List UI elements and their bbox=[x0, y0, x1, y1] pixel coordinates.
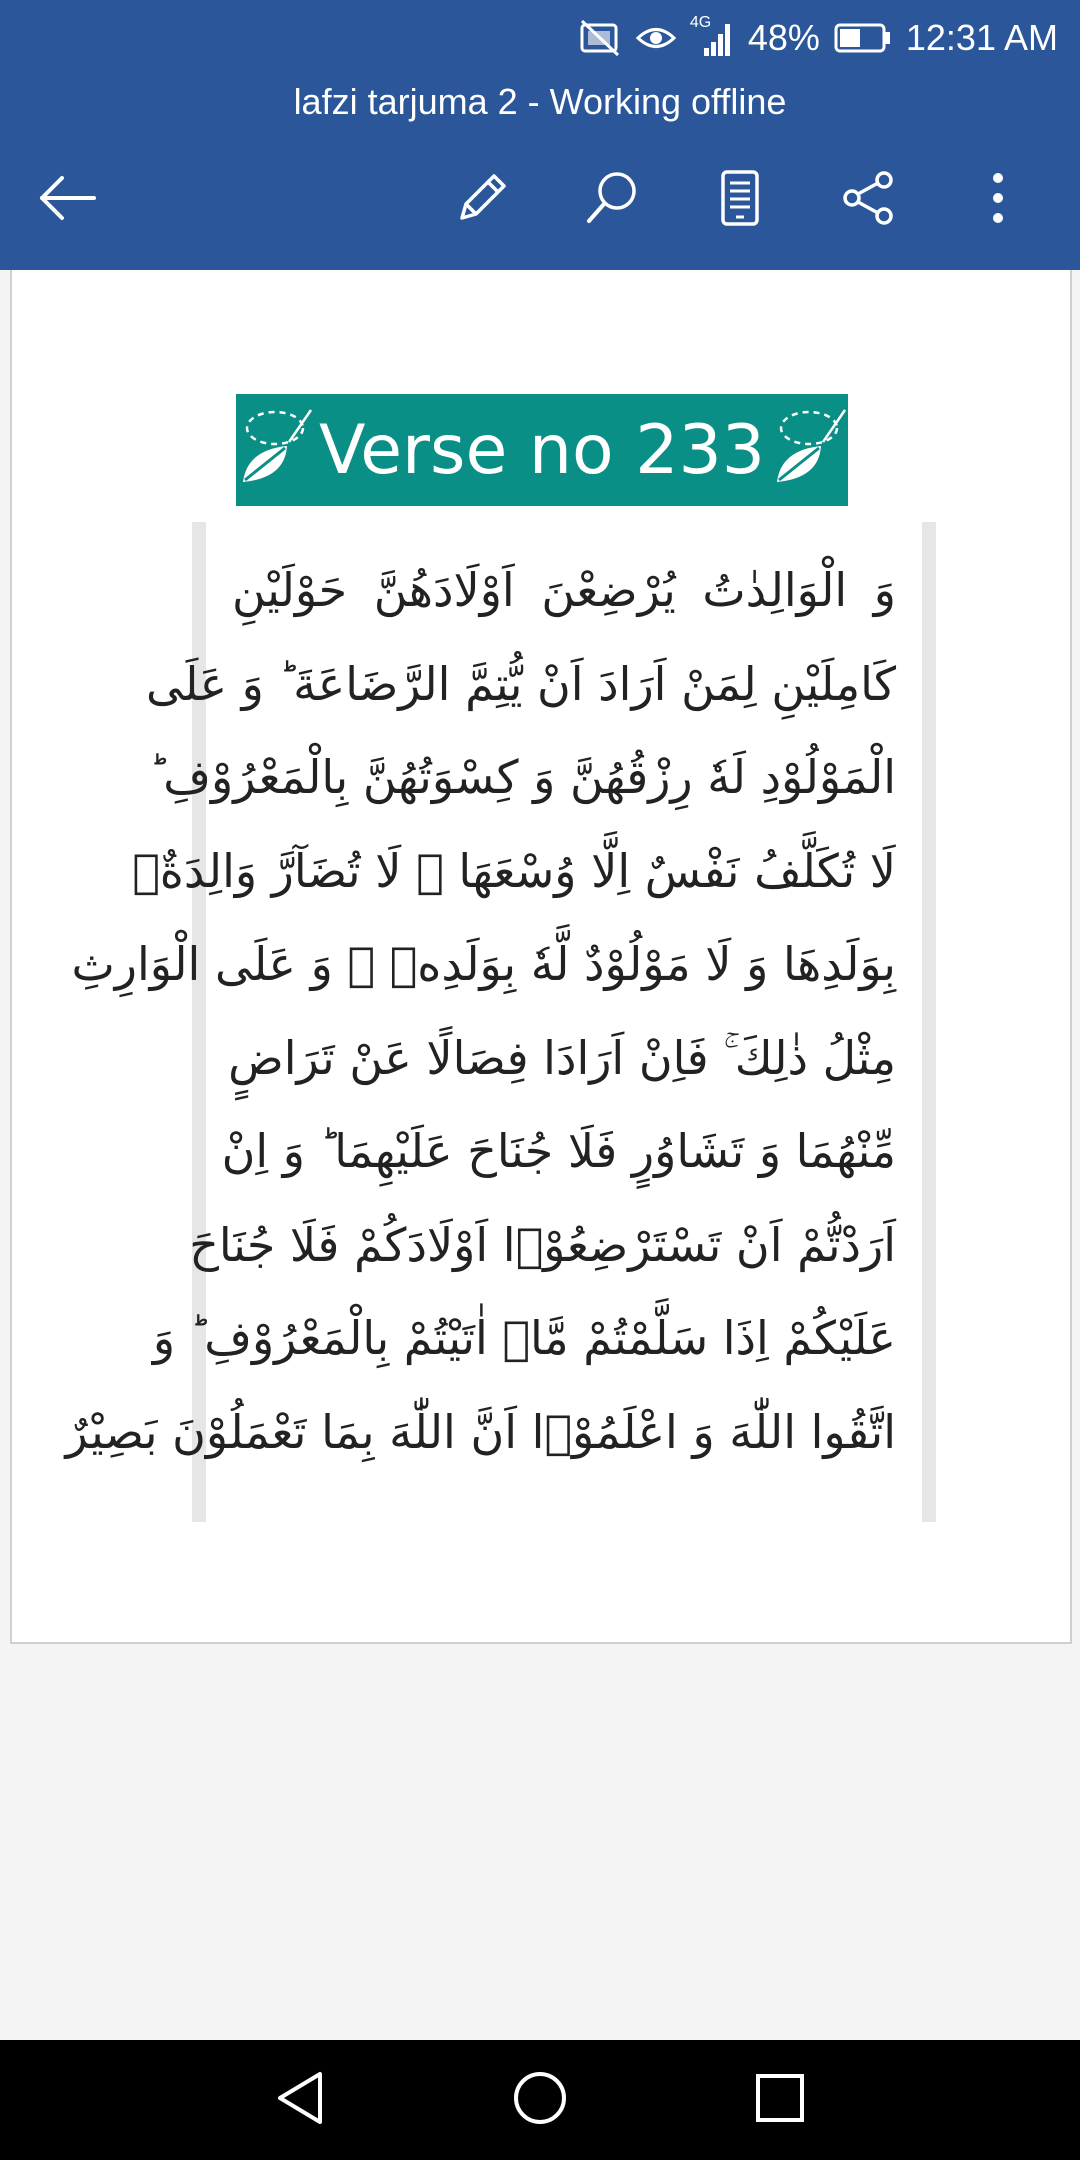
verse-heading bbox=[236, 394, 848, 506]
verse-text-frame bbox=[65, 522, 936, 1522]
battery-icon bbox=[834, 23, 892, 53]
back-arrow-icon bbox=[38, 176, 98, 225]
nav-home-button[interactable] bbox=[490, 2050, 590, 2150]
arabic-line: اَرَدْتُّمْ اَنْ تَسْتَرْضِعُوْۤا اَوْلَادَكُمْ فَلَا جُنَاحَ bbox=[189, 1217, 896, 1272]
more-options-button[interactable] bbox=[948, 150, 1048, 250]
app-header bbox=[0, 0, 1080, 270]
arabic-verse-text bbox=[65, 544, 896, 1479]
arabic-line: لَا تُكَلَّفُ نَفْسٌ اِلَّا وُسْعَهَا ۚ لَا تُضَآرَّ وَالِدَةٌۢ bbox=[132, 843, 896, 898]
leaf-icon bbox=[769, 402, 849, 499]
search-icon bbox=[583, 169, 641, 232]
status-icons bbox=[578, 12, 1058, 64]
document-title: lafzi tarjuma 2 - Working offline bbox=[293, 81, 787, 122]
back-triangle-icon bbox=[274, 2070, 326, 2131]
nav-back-button[interactable] bbox=[250, 2050, 350, 2150]
home-circle-icon bbox=[512, 2070, 568, 2131]
document-viewport[interactable] bbox=[0, 270, 1080, 2040]
arabic-line: بِوَلَدِهَا وَ لَا مَوْلُوْدٌ لَّهٗ بِوَلَدِهٖ ۗ وَ عَلَى الْوَارِثِ bbox=[71, 937, 896, 991]
arabic-line: مِثْلُ ذٰلِكَ ۚ فَاِنْ اَرَادَا فِصَالًا عَنْ تَرَاضٍ bbox=[228, 1030, 896, 1085]
toolbar bbox=[0, 150, 1080, 250]
mobile-view-icon bbox=[720, 169, 760, 232]
edit-button[interactable] bbox=[432, 150, 532, 250]
recents-square-icon bbox=[754, 2072, 806, 2129]
pencil-icon bbox=[454, 170, 510, 231]
arabic-line: اتَّقُوا اللّٰهَ وَ اعْلَمُوْۤا اَنَّ اللّٰهَ بِمَا تَعْمَلُوْنَ بَصِيْرٌ bbox=[65, 1404, 896, 1459]
sim-off-icon bbox=[578, 19, 622, 57]
clock: 12:31 AM bbox=[905, 17, 1058, 58]
status-bar bbox=[0, 0, 1080, 76]
leaf-icon bbox=[235, 402, 315, 499]
nav-recents-button[interactable] bbox=[730, 2050, 830, 2150]
mobile-view-button[interactable] bbox=[690, 150, 790, 250]
arabic-line: مِّنْهُمَا وَ تَشَاوُرٍ فَلَا جُنَاحَ عَلَيْهِمَا ؕ وَ اِنْ bbox=[221, 1124, 896, 1178]
back-button[interactable] bbox=[18, 150, 118, 250]
arabic-line: وَ الْوَالِدٰتُ يُرْضِعْنَ اَوْلَادَهُنَّ حَوْلَيْنِ bbox=[232, 563, 896, 617]
more-vert-icon bbox=[990, 170, 1006, 231]
share-button[interactable] bbox=[818, 150, 918, 250]
arabic-line: عَلَيْكُمْ اِذَا سَلَّمْتُمْ مَّاۤ اٰتَيْتُمْ بِالْمَعْرُوْفِ ؕ وَ bbox=[152, 1311, 896, 1365]
arabic-line: كَامِلَيْنِ لِمَنْ اَرَادَ اَنْ يُّتِمَّ الرَّضَاعَةَ ؕ وَ عَلَى bbox=[146, 656, 896, 711]
arabic-line: الْمَوْلُوْدِ لَهٗ رِزْقُهُنَّ وَ كِسْوَتُهُنَّ بِالْمَعْرُوْفِ ؕ bbox=[148, 750, 896, 804]
verse-title: Verse no 233 bbox=[318, 410, 766, 490]
battery-percent: 48% bbox=[747, 17, 820, 58]
network-type: 4G bbox=[689, 14, 712, 31]
share-icon bbox=[840, 170, 896, 231]
signal-icon bbox=[689, 14, 734, 58]
system-nav-bar bbox=[0, 2040, 1080, 2160]
document-page bbox=[10, 270, 1072, 1644]
search-button[interactable] bbox=[562, 150, 662, 250]
eye-icon bbox=[636, 21, 676, 55]
